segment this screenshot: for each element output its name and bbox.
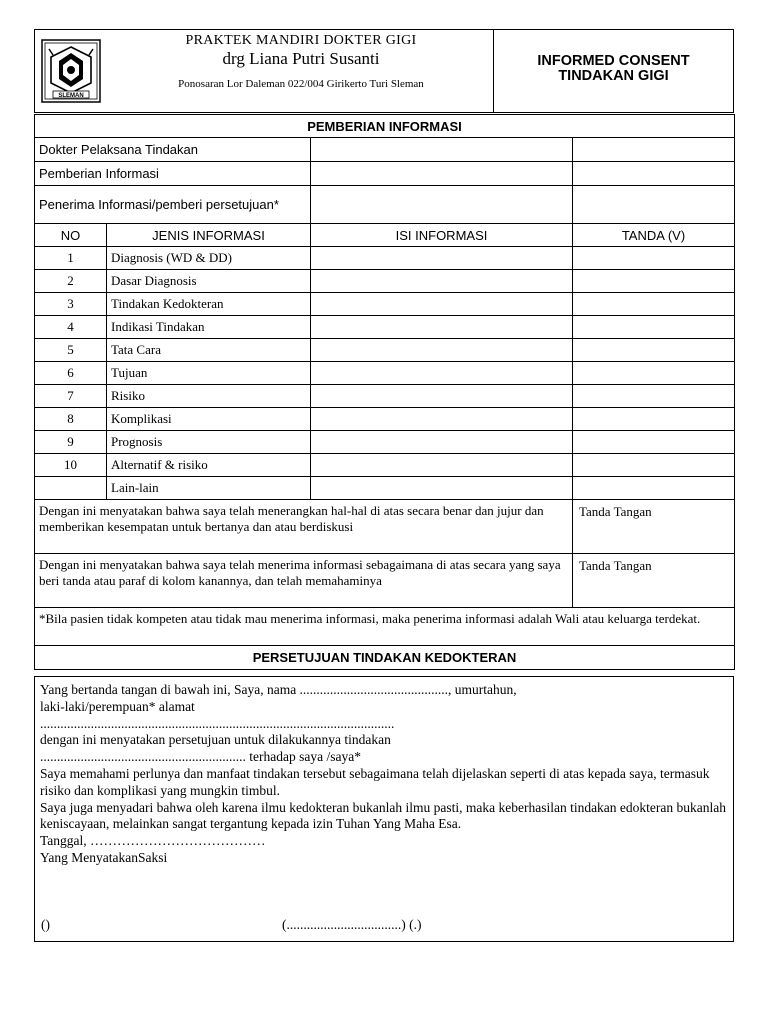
witness-signatures[interactable]: (..................................) (.) — [282, 917, 422, 932]
row-info-content[interactable] — [311, 270, 573, 293]
consent-line-agree: dengan ini menyatakan persetujuan untuk dilakukannya tindakan — [40, 732, 391, 748]
row-check[interactable] — [573, 454, 735, 477]
row-number: 1 — [35, 247, 107, 270]
row-check[interactable] — [573, 408, 735, 431]
row-info-type: Alternatif & risiko — [107, 454, 311, 477]
field-value-recipient[interactable] — [311, 186, 573, 224]
row-number: 10 — [35, 454, 107, 477]
row-info-content[interactable] — [311, 316, 573, 339]
table-row — [35, 339, 735, 362]
field-sign-recipient[interactable] — [573, 186, 735, 224]
row-info-type: Diagnosis (WD & DD) — [107, 247, 311, 270]
row-check[interactable] — [573, 385, 735, 408]
row-info-type: Prognosis — [107, 431, 311, 454]
table-row — [35, 247, 735, 270]
table-row — [35, 477, 735, 500]
field-value-doctor[interactable] — [311, 138, 573, 162]
row-check[interactable] — [573, 477, 735, 500]
row-number: 7 — [35, 385, 107, 408]
consent-line-signers: Yang MenyatakanSaksi — [40, 849, 168, 865]
row-info-type: Tata Cara — [107, 339, 311, 362]
form-title-line1: INFORMED CONSENT — [537, 53, 690, 69]
clinic-name: PRAKTEK MANDIRI DOKTER GIGI — [185, 33, 417, 48]
row-info-type: Risiko — [107, 385, 311, 408]
consent-line-aware: Saya juga menyadari bahwa oleh karena ilmu kedokteran bukanlah ilmu pasti, maka keberhasilan tindakan edokteran bukanlah keniscayaan, melainkan sangat tergantung kepada izin Tuhan Yang Maha Esa. — [40, 799, 727, 832]
table-row — [35, 293, 735, 316]
row-info-type: Indikasi Tindakan — [107, 316, 311, 339]
row-info-content[interactable] — [311, 454, 573, 477]
patient-signature-label[interactable]: Tanda Tangan — [573, 554, 735, 608]
table-row — [35, 316, 735, 339]
field-label-recipient: Penerima Informasi/pemberi persetujuan* — [35, 186, 311, 224]
row-info-type: Tindakan Kedokteran — [107, 293, 311, 316]
column-header-jenis: JENIS INFORMASI — [107, 224, 311, 247]
row-number: 9 — [35, 431, 107, 454]
row-number: 6 — [35, 362, 107, 385]
row-number: 5 — [35, 339, 107, 362]
doctor-statement: Dengan ini menyatakan bahwa saya telah menerangkan hal-hal di atas secara benar dan jujur dan memberikan kesempatan untuk bertanya dan atau berdiskusi — [35, 500, 573, 554]
table-row — [35, 431, 735, 454]
row-info-type: Tujuan — [107, 362, 311, 385]
field-label-doctor: Dokter Pelaksana Tindakan — [35, 138, 311, 162]
column-header-tanda: TANDA (V) — [573, 224, 735, 247]
row-check[interactable] — [573, 339, 735, 362]
table-row — [35, 270, 735, 293]
consent-line-address: ......................................................................................................... — [40, 715, 395, 731]
row-check[interactable] — [573, 247, 735, 270]
clinic-info — [107, 30, 495, 112]
row-check[interactable] — [573, 316, 735, 339]
row-number — [35, 477, 107, 500]
form-header — [34, 29, 734, 113]
form-title-line2: TINDAKAN GIGI — [558, 68, 669, 84]
row-check[interactable] — [573, 293, 735, 316]
field-sign-doctor[interactable] — [573, 138, 735, 162]
column-header-isi: ISI INFORMASI — [311, 224, 573, 247]
field-sign-informer[interactable] — [573, 162, 735, 186]
section-title-consent: PERSETUJUAN TINDAKAN KEDOKTERAN — [35, 646, 735, 670]
consent-line-gender: laki-laki/perempuan* alamat — [40, 698, 195, 714]
row-info-content[interactable] — [311, 408, 573, 431]
signer-signature[interactable]: () — [41, 917, 50, 932]
row-check[interactable] — [573, 270, 735, 293]
information-table — [34, 114, 735, 670]
row-info-type: Komplikasi — [107, 408, 311, 431]
row-info-content[interactable] — [311, 477, 573, 500]
table-row — [35, 454, 735, 477]
column-header-no: NO — [35, 224, 107, 247]
consent-statement-box — [34, 676, 734, 942]
table-row — [35, 362, 735, 385]
row-info-content[interactable] — [311, 339, 573, 362]
form-title — [494, 54, 733, 84]
row-number: 3 — [35, 293, 107, 316]
row-info-type: Dasar Diagnosis — [107, 270, 311, 293]
consent-line-understand: Saya memahami perlunya dan manfaat tindakan tersebut sebagaimana telah dijelaskan seperti di atas kepada saya, termasuk risiko dan komplikasi yang mungkin timbul. — [40, 765, 710, 798]
guardian-note: *Bila pasien tidak kompeten atau tidak mau menerima informasi, maka penerima informasi adalah Wali atau keluarga terdekat. — [35, 608, 735, 646]
row-info-content[interactable] — [311, 431, 573, 454]
field-value-informer[interactable] — [311, 162, 573, 186]
row-info-content[interactable] — [311, 385, 573, 408]
field-label-informer: Pemberian Informasi — [35, 162, 311, 186]
table-row — [35, 408, 735, 431]
clinic-address: Ponosaran Lor Daleman 022/004 Girikerto Turi Sleman — [178, 78, 424, 90]
doctor-name: drg Liana Putri Susanti — [222, 49, 380, 68]
section-title-information: PEMBERIAN INFORMASI — [35, 115, 735, 138]
consent-line-date: Tanggal, ………………………………… — [40, 833, 266, 849]
logo-text: SLEMAN — [58, 93, 84, 99]
row-info-content[interactable] — [311, 293, 573, 316]
row-number: 4 — [35, 316, 107, 339]
row-info-content[interactable] — [311, 362, 573, 385]
row-info-content[interactable] — [311, 247, 573, 270]
doctor-signature-label[interactable]: Tanda Tangan — [573, 500, 735, 554]
row-number: 8 — [35, 408, 107, 431]
patient-statement: Dengan ini menyatakan bahwa saya telah menerima informasi sebagaimana di atas secara yang saya beri tanda atau paraf di kolom kanannya, dan telah memahaminya — [35, 554, 573, 608]
row-check[interactable] — [573, 362, 735, 385]
consent-line-name: Yang bertanda tangan di bawah ini, Saya, nama ............................................, umurtahun, — [40, 682, 517, 697]
row-check[interactable] — [573, 431, 735, 454]
table-row — [35, 385, 735, 408]
row-number: 2 — [35, 270, 107, 293]
row-info-type: Lain-lain — [107, 477, 311, 500]
consent-line-procedure: ............................................................. terhadap saya /saya* — [40, 749, 361, 765]
sleman-logo — [41, 39, 101, 103]
